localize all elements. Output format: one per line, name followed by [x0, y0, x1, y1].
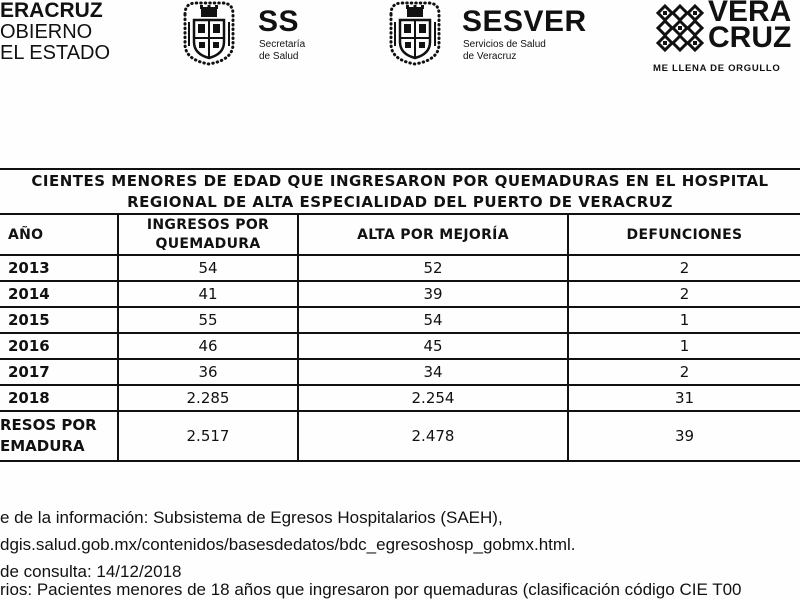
veracruz-brand-line2: CRUZ [708, 21, 792, 54]
deaths-cell: 1 [568, 333, 800, 359]
sesver-acronym: SESVER [462, 5, 587, 38]
table-row [0, 333, 800, 359]
gobierno-logo-line3: EL ESTADO [0, 42, 111, 64]
improved-cell: 54 [298, 307, 568, 333]
veracruz-brand-line1: VERA [708, 0, 792, 28]
deaths-cell: 1 [568, 307, 800, 333]
improved-cell: 34 [298, 359, 568, 385]
total-deaths-cell: 39 [568, 411, 800, 461]
ss-acronym: SS [258, 5, 300, 38]
admissions-cell: 2.285 [118, 385, 298, 411]
year-cell: 2015 [0, 307, 118, 333]
sesver-name-line2: de Veracruz [463, 51, 517, 62]
improved-cell: 52 [298, 255, 568, 281]
coat-of-arms-icon [178, 0, 240, 66]
veracruz-tagline: ME LLENA DE ORGULLO [653, 63, 781, 74]
improved-cell: 39 [298, 281, 568, 307]
ss-name-line2: de Salud [259, 51, 299, 62]
consultation-date: de consulta: 14/12/2018 [0, 562, 182, 581]
criteria-note: rios: Pacientes menores de 18 años que ingresaron por quemaduras (clasificación código CIE T00 [0, 580, 742, 599]
admissions-cell: 54 [118, 255, 298, 281]
header-admissions [118, 214, 298, 255]
source-note: e de la información: Subsistema de Egresos Hospitalarios (SAEH), [0, 508, 503, 527]
year-cell: 2014 [0, 281, 118, 307]
header-improved: ALTA POR MEJORÍA [298, 214, 568, 255]
table-total-row [0, 411, 800, 461]
source-url: dgis.salud.gob.mx/contenidos/basesdedatos/bdc_egresoshosp_gobmx.html. [0, 535, 576, 554]
deaths-cell: 2 [568, 359, 800, 385]
header-admissions-line1: INGRESOS POR [146, 216, 270, 233]
total-improved-cell: 2.478 [298, 411, 568, 461]
table-header-row [0, 214, 800, 255]
coat-of-arms-icon [384, 0, 446, 66]
table-row [0, 307, 800, 333]
improved-cell: 2.254 [298, 385, 568, 411]
year-cell: 2013 [0, 255, 118, 281]
table-title-line1: CIENTES MENORES DE EDAD QUE INGRESARON POR QUEMADURAS EN EL HOSPITAL [31, 171, 769, 190]
admissions-cell: 41 [118, 281, 298, 307]
header-admissions-line2: QUEMADURA [155, 235, 261, 252]
total-label [0, 411, 118, 461]
deaths-cell: 2 [568, 281, 800, 307]
table-row [0, 359, 800, 385]
admissions-cell: 46 [118, 333, 298, 359]
gobierno-logo-line2: OBIERNO [0, 21, 93, 43]
total-label-line2: EMADURA [0, 437, 85, 455]
ss-name-line1: Secretaría [259, 39, 306, 50]
deaths-cell: 31 [568, 385, 800, 411]
veracruz-knot-icon [655, 3, 705, 53]
admissions-cell: 36 [118, 359, 298, 385]
total-admissions-cell: 2.517 [118, 411, 298, 461]
improved-cell: 45 [298, 333, 568, 359]
year-cell: 2016 [0, 333, 118, 359]
table-title-row [0, 169, 800, 214]
sesver-name-line1: Servicios de Salud [463, 39, 546, 50]
burn-admissions-table [0, 168, 800, 462]
year-cell: 2018 [0, 385, 118, 411]
gobierno-logo-line1: ERACRUZ [0, 0, 103, 22]
admissions-cell: 55 [118, 307, 298, 333]
header-year: AÑO [0, 214, 118, 255]
deaths-cell: 2 [568, 255, 800, 281]
table-title-line2: REGIONAL DE ALTA ESPECIALIDAD DEL PUERTO DE VERACRUZ [127, 192, 673, 211]
year-cell: 2017 [0, 359, 118, 385]
total-label-line1: RESOS POR [0, 416, 97, 434]
table-row [0, 385, 800, 411]
table-row [0, 281, 800, 307]
table-row [0, 255, 800, 281]
table-title [0, 169, 800, 214]
header-deaths: DEFUNCIONES [568, 214, 800, 255]
